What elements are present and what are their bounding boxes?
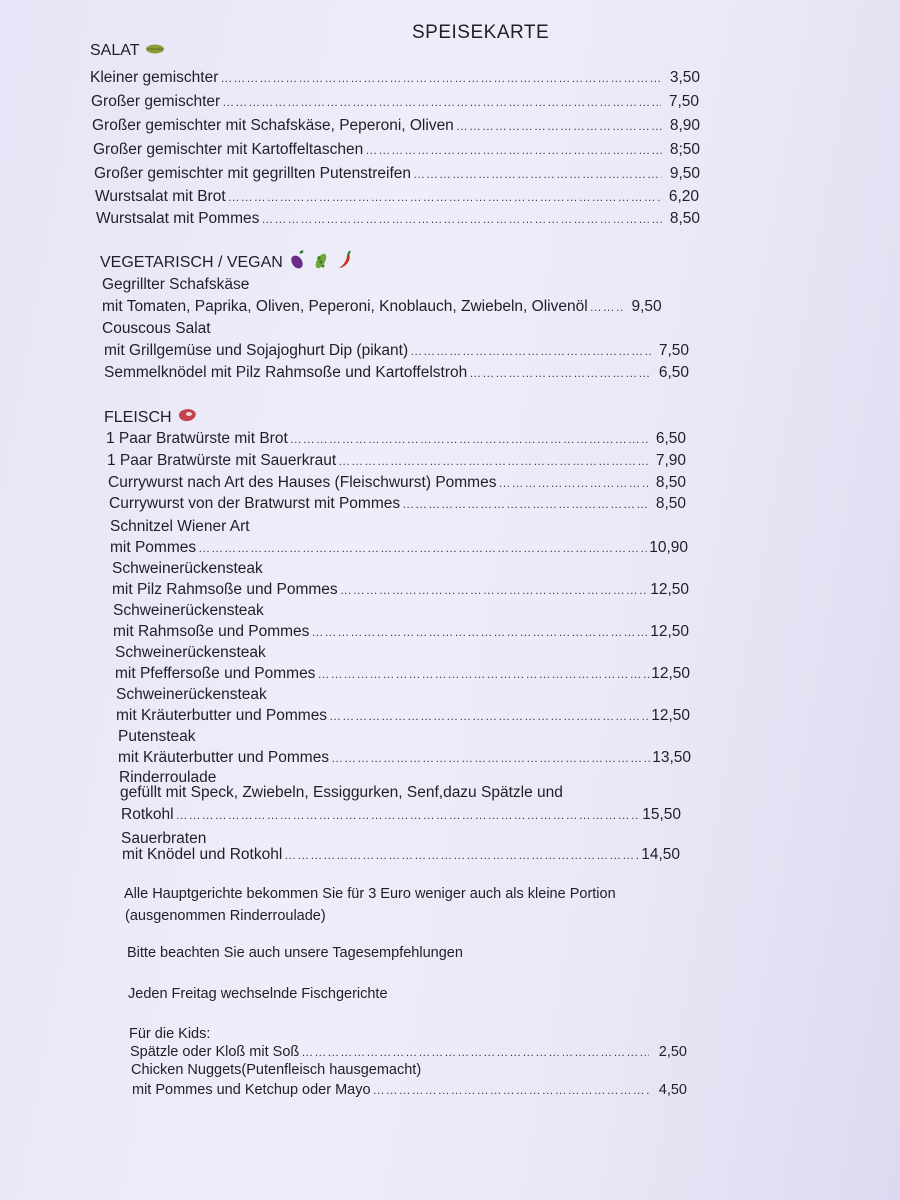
veg-item1-desc: mit Tomaten, Paprika, Oliven, Peperoni, Knoblauch, Zwiebeln, Olivenöl [102,298,588,315]
salat-item-price: 6,20 [668,188,699,205]
salat-item-row [95,186,699,208]
salat-item-name: Großer gemischter mit gegrillten Putenstreifen [94,165,412,182]
fleisch-item-row [107,450,686,472]
fleisch-dish-title: Schnitzel Wiener Art [110,518,250,535]
fleisch-dish-row [116,705,690,727]
veg-item2-desc: mit Grillgemüse und Sojajoghurt Dip (pikant) [104,342,409,359]
portion-note-line1: Alle Hauptgerichte bekommen Sie für 3 Euro weniger auch als kleine Portion [124,886,616,902]
fleisch-item-row [109,493,686,515]
fleisch-item-row [108,472,686,494]
daily-recommendations-note: Bitte beachten Sie auch unsere Tagesempfehlungen [127,945,463,961]
dot-leader [220,67,662,89]
dot-leader [338,450,648,472]
fleisch-dish-desc: mit Pfeffersoße und Pommes [115,665,316,682]
fleisch-dish-row [112,579,689,601]
salat-heading-label: SALAT [90,42,140,59]
salat-item-price: 3,50 [669,69,700,86]
fleisch-dish-title: Schweinerückensteak [116,686,267,703]
dot-leader [317,663,649,685]
dot-leader [261,208,662,230]
salat-item-row [94,163,700,185]
fleisch-dish-price: 10,90 [649,539,688,556]
page-title: SPEISEKARTE [412,22,550,43]
salat-item-name: Großer gemischter mit Schafskäse, Peperoni, Oliven [92,117,454,134]
veg-item1-title: Gegrillter Schafskäse [102,276,250,293]
roulade-title: Rinderroulade [119,769,217,786]
fleisch-dish-desc: mit Kräuterbutter und Pommes [118,749,330,766]
fleisch-item-price: 7,90 [655,452,686,469]
fleisch-dish-desc: mit Kräuterbutter und Pommes [116,707,328,724]
fleisch-dish-row [113,621,689,643]
fleisch-item-name: 1 Paar Bratwürste mit Sauerkraut [107,452,337,469]
section-heading-vegetarisch [100,252,355,274]
fleisch-dish-price: 12,50 [650,623,689,640]
sauerbraten-price: 14,50 [641,846,680,863]
salat-item-price: 8,50 [669,210,700,227]
dot-leader [456,115,662,137]
salat-item-row [93,139,700,161]
salat-item-row [96,208,700,230]
dot-leader [311,621,648,643]
dot-leader [331,747,650,769]
dot-leader [340,579,649,601]
kids-item2-title: Chicken Nuggets(Putenfleisch hausgemacht) [131,1062,422,1078]
fleisch-dish-row [110,537,688,559]
salat-item-row [90,67,700,89]
roulade-desc: gefüllt mit Speck, Zwiebeln, Essiggurken, Senf,dazu Spätzle und [120,784,563,801]
salat-item-name: Großer gemischter [91,93,221,110]
kids-item1-name: Spätzle oder Kloß mit Soß [130,1044,300,1060]
fleisch-item-name: Currywurst nach Art des Hauses (Fleischwurst) Pommes [108,474,497,491]
salat-item-price: 7,50 [668,93,699,110]
salat-item-name: Großer gemischter mit Kartoffeltaschen [93,141,364,158]
fleisch-item-name: 1 Paar Bratwürste mit Brot [106,430,288,447]
sauerbraten-desc: mit Knödel und Rotkohl [122,846,283,863]
fleisch-dish-title: Schweinerückensteak [115,644,266,661]
friday-fish-note: Jeden Freitag wechselnde Fischgerichte [128,986,388,1002]
dot-leader [373,1079,649,1101]
kids-item2-price: 4,50 [658,1082,687,1098]
veg-item2-row [104,340,689,362]
fleisch-item-price: 8,50 [655,495,686,512]
kids-item2-desc: mit Pommes und Ketchup oder Mayo [132,1082,371,1098]
salat-item-price: 8,90 [669,117,700,134]
fleisch-dish-title: Putensteak [118,728,196,745]
fleisch-dish-desc: mit Pommes [110,539,197,556]
fleisch-dish-row [115,663,690,685]
kids-item1-price: 2,50 [658,1044,687,1060]
chili-pepper-icon [335,250,355,277]
fleisch-dish-price: 12,50 [650,581,689,598]
dot-leader [410,340,651,362]
dot-leader [413,163,662,185]
roulade-row [121,804,681,826]
salad-leaf-icon [144,40,166,62]
veg-item3-price: 6,50 [658,364,689,381]
fleisch-item-row [106,428,686,450]
salat-item-row [91,91,699,113]
dot-leader [198,537,647,559]
salat-item-name: Wurstsalat mit Pommes [96,210,260,227]
fleisch-item-price: 6,50 [655,430,686,447]
meat-steak-icon [176,406,198,431]
dot-leader [365,139,662,161]
fleisch-dish-desc: mit Pilz Rahmsoße und Pommes [112,581,338,598]
salat-item-name: Wurstsalat mit Brot [95,188,226,205]
salat-item-price: 8;50 [669,141,700,158]
salat-item-name: Kleiner gemischter [90,69,219,86]
dot-leader [284,844,639,866]
roulade-price: 15,50 [642,806,681,823]
dot-leader [228,186,661,208]
dot-leader [329,705,649,727]
kids-heading: Für die Kids: [129,1026,211,1042]
fleisch-heading-label: FLEISCH [104,409,172,426]
portion-note-line2: (ausgenommen Rinderroulade) [125,908,326,924]
veg-item3-name: Semmelknödel mit Pilz Rahmsoße und Kartoffelstroh [104,364,468,381]
dot-leader [498,472,648,494]
fleisch-dish-title: Schweinerückensteak [112,560,263,577]
kids-item2-row [132,1079,687,1101]
dot-leader [290,428,648,450]
veg-item2-price: 7,50 [658,342,689,359]
roulade-desc2: Rotkohl [121,806,174,823]
dot-leader [402,493,648,515]
fleisch-dish-desc: mit Rahmsoße und Pommes [113,623,310,640]
sauerbraten-title: Sauerbraten [121,830,207,847]
pea-pod-icon [311,250,331,277]
fleisch-dish-price: 12,50 [651,665,690,682]
fleisch-dish-price: 13,50 [652,749,691,766]
salat-item-row [92,115,700,137]
veg-item1-price: 9,50 [631,298,662,315]
vegetarisch-heading-label: VEGETARISCH / VEGAN [100,254,283,271]
dot-leader [469,362,651,384]
fleisch-dish-title: Schweinerückensteak [113,602,264,619]
fleisch-item-price: 8,50 [655,474,686,491]
dot-leader [222,91,661,113]
salat-item-price: 9,50 [669,165,700,182]
section-heading-fleisch [104,407,198,429]
section-heading-salat [90,40,166,62]
veg-item3-row [104,362,689,384]
veg-item2-title: Couscous Salat [102,320,211,337]
fleisch-item-name: Currywurst von der Bratwurst mit Pommes [109,495,401,512]
veg-item1-row [102,296,690,318]
fleisch-dish-price: 12,50 [651,707,690,724]
dot-leader [590,296,624,318]
eggplant-icon [287,250,307,277]
dot-leader [176,804,641,826]
sauerbraten-row [122,844,680,866]
fleisch-dish-row [118,747,691,769]
